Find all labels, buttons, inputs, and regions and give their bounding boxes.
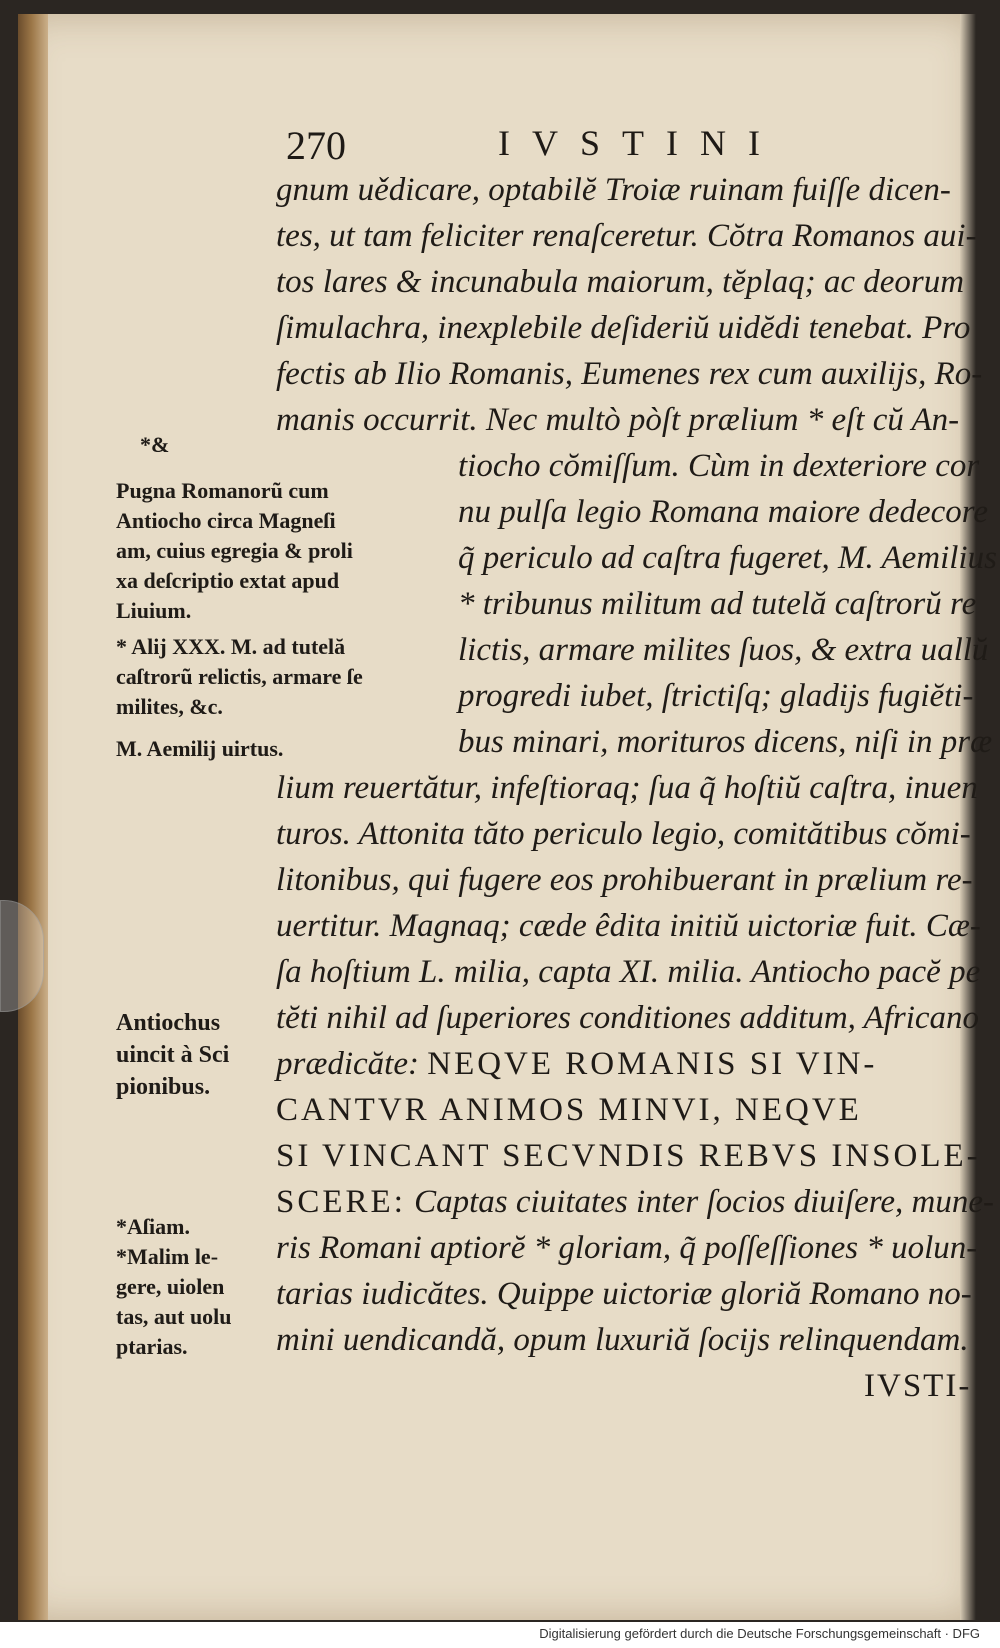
book-spine [18, 14, 48, 1620]
page-number: 270 [286, 123, 346, 168]
body-line: ſimulachra, inexplebile deſideriŭ uidĕdi tenebat. Pro [276, 310, 971, 346]
body-line: SI VINCANT SECVNDIS REBVS INSOLE- [276, 1138, 981, 1174]
body-line: * tribunus militum ad tutelă caſtrorŭ re [458, 586, 977, 622]
margin-note-line: am, cuius egregia & proli [116, 538, 353, 563]
margin-note-line: milites, &c. [116, 694, 223, 719]
margin-note-line: M. Aemilij uirtus. [116, 736, 284, 761]
margin-note-line: *Aſiam. [116, 1214, 190, 1239]
margin-note-line: * Alij XXX. M. ad tutelă [116, 634, 346, 659]
body-line: bus minari, morituros dicens, niſi in præ [458, 724, 993, 760]
margin-note-line: pionibus. [116, 1074, 211, 1100]
catchword: IVSTI- [864, 1368, 972, 1404]
margin-note-line: caſtrorũ relictis, armare ſe [116, 664, 363, 689]
body-line-part: prædicăte: [276, 1046, 419, 1082]
footer-bar [0, 1622, 1000, 1648]
body-line: mini uendicandă, opum luxuriă ſocijs relinquendam. [276, 1322, 969, 1358]
margin-note-line: uincit à Sci [116, 1042, 230, 1068]
margin-note-line: ptarias. [116, 1334, 188, 1359]
body-line: tiocho cŏmiſſum. Cùm in dexteriore cor [458, 448, 980, 484]
footer-credit: Digitalisierung gefördert durch die Deutsche Forschungsgemeinschaft · DFG [539, 1626, 980, 1641]
body-line-caps: SCERE: [276, 1184, 406, 1220]
page-header [18, 122, 976, 170]
body-line-part: Captas ciuitates inter ſocios diuiſere, mune- [414, 1184, 994, 1220]
body-line-caps: NEQVE ROMANIS SI VIN- [427, 1046, 878, 1082]
margin-note-line: Liuium. [116, 598, 192, 623]
body-line: lictis, armare milites ſuos, & extra uallŭ [458, 632, 989, 668]
body-line: q̃ periculo ad caſtra fugeret, M. Aemilius [458, 540, 997, 576]
body-line [276, 1046, 877, 1083]
body-line: manis occurrit. Nec multò pòſt prælium * eſt cŭ An- [276, 402, 960, 438]
body-line: fectis ab Ilio Romanis, Eumenes rex cum auxilijs, Ro- [276, 356, 983, 392]
margin-note-line: tas, aut uolu [116, 1304, 232, 1329]
body-line: tos lares & incunabula maiorum, tĕplaq; ac deorum [276, 264, 965, 300]
body-line: tarias iudicătes. Quippe uictoriæ gloriă Romano no- [276, 1276, 972, 1312]
body-line: gnum uědicare, optabilĕ Troiæ ruinam fuiſſe dicen- [276, 172, 951, 208]
body-line: progredi iubet, ſtrictiſq; gladijs fugiĕti- [458, 678, 974, 714]
margin-note-line: *Malim le- [116, 1244, 219, 1269]
margin-note-line: Pugna Romanorũ cum [116, 478, 329, 503]
body-line: uertitur. Magnaq; cæde êdita initiŭ uictoriæ fuit. Cæ- [276, 908, 981, 944]
margin-note-line: gere, uiolen [116, 1274, 225, 1299]
margin-note-line: Antiocho circa Magneſi [116, 508, 336, 533]
body-line: tes, ut tam feliciter renaſceretur. Cŏtra Romanos aui- [276, 218, 977, 254]
body-line: lium reuertătur, infeſtioraq; ſua q̃ hoſtiŭ caſtra, inuen [276, 770, 978, 806]
body-line: ſa hoſtium L. milia, capta XI. milia. Antiocho pacĕ pe [276, 954, 981, 990]
margin-mark: *& [140, 432, 170, 457]
margin-note-line: xa deſcriptio extat apud [116, 568, 340, 593]
body-line: ris Romani aptiorĕ * gloriam, q̃ poſſeſſiones * uolun- [276, 1230, 978, 1266]
book-page [18, 14, 997, 1620]
body-line [276, 1184, 994, 1221]
body-line: nu pulſa legio Romana maiore dedecore [458, 494, 989, 530]
running-title: IVSTINI [498, 123, 782, 163]
body-line: litonibus, qui fugere eos prohibuerant in prælium re- [276, 862, 973, 898]
margin-note-line: Antiochus [116, 1010, 221, 1036]
body-line: turos. Attonita tăto periculo legio, comitătibus cŏmi- [276, 816, 971, 852]
body-line: tĕti nihil ad ſuperiores conditiones additum, Africano [276, 1000, 980, 1036]
body-line: CANTVR ANIMOS MINVI, NEQVE [276, 1092, 862, 1128]
